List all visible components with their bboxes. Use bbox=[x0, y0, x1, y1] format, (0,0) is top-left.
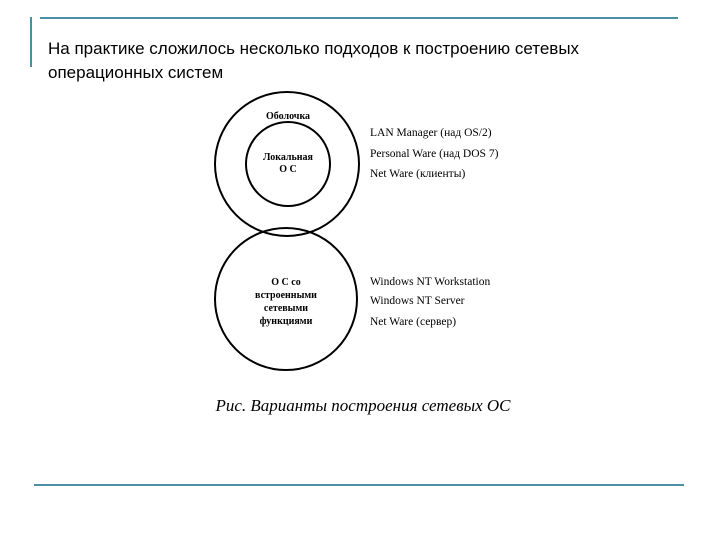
top-item-2: Personal Ware (над DOS 7) bbox=[370, 148, 499, 160]
top-item-1: LAN Manager (над OS/2) bbox=[370, 127, 492, 139]
bottom-rule bbox=[34, 484, 684, 486]
figure-caption: Рис. Варианты построения сетевых ОС bbox=[215, 396, 511, 415]
page-title: На практике сложилось несколько подходов к построению сетевых операционных систем bbox=[48, 39, 580, 82]
builtin-os-label-line1: О С со bbox=[271, 277, 301, 288]
local-os-label-line1: Локальная bbox=[263, 152, 313, 163]
bottom-item-3: Net Ware (сервер) bbox=[370, 316, 457, 328]
bottom-item-1: Windows NT Workstation bbox=[370, 276, 491, 288]
builtin-os-label-line4: функциями bbox=[259, 316, 313, 327]
bottom-item-2: Windows NT Server bbox=[370, 295, 465, 307]
local-os-label-line2: О С bbox=[279, 164, 297, 175]
builtin-os-label-line3: сетевыми bbox=[263, 303, 309, 314]
builtin-os-label-line2: встроенными bbox=[255, 290, 317, 301]
top-item-3: Net Ware (клиенты) bbox=[370, 168, 466, 180]
shell-label: Оболочка bbox=[265, 111, 311, 122]
